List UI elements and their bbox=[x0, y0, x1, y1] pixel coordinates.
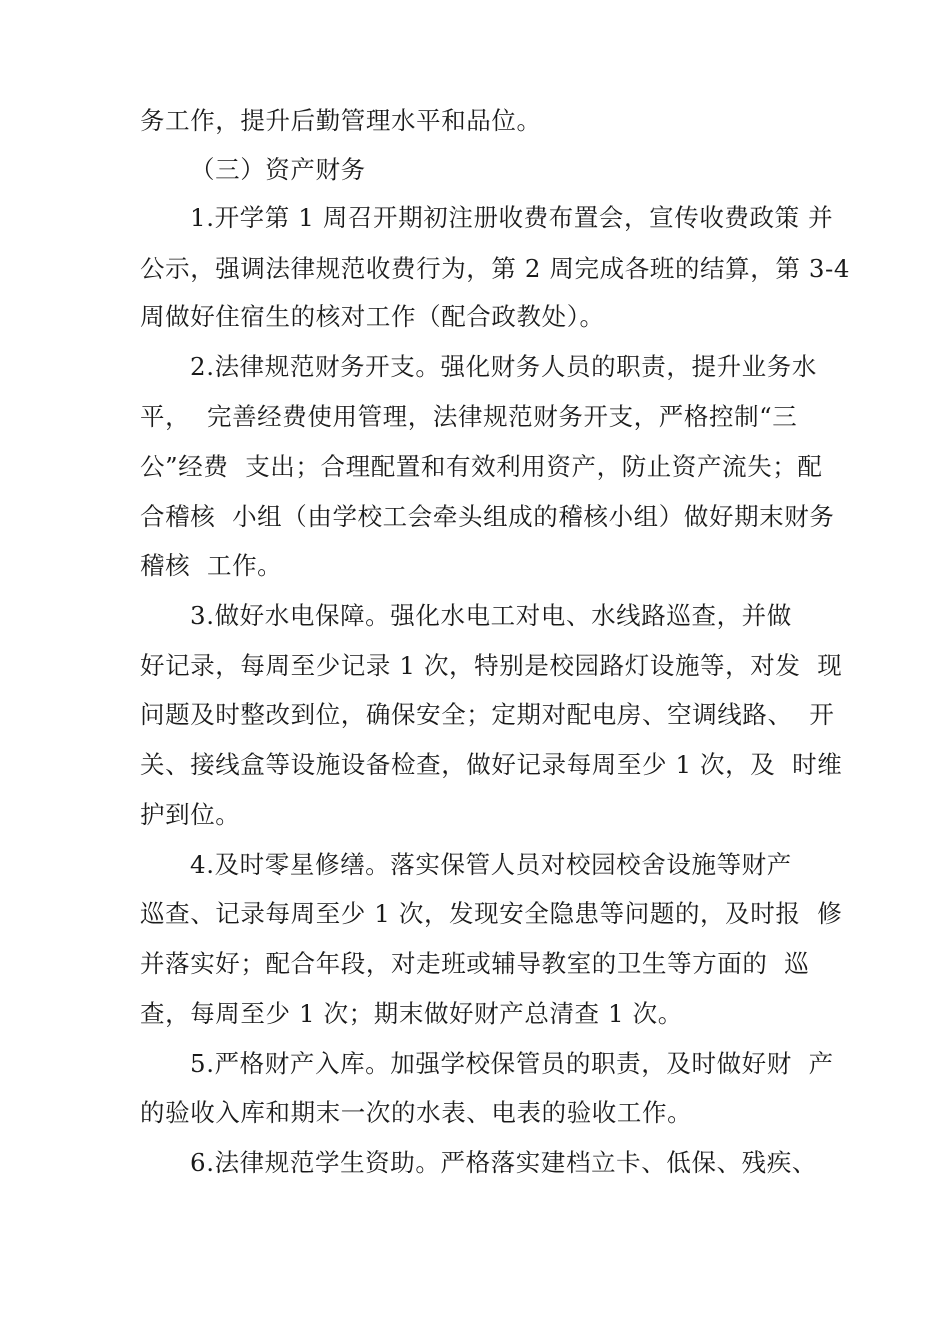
text-line: 巡查、记录每周至少 1 次，发现安全隐患等问题的，及时报 修 bbox=[140, 899, 843, 928]
text-line: 务工作，提升后勤管理水平和品位。 bbox=[140, 106, 542, 135]
text-line: 周做好住宿生的核对工作（配合政教处）。 bbox=[140, 302, 605, 331]
text-line: 3.做好水电保障。强化水电工对电、水线路巡查，并做 bbox=[190, 601, 792, 630]
text-line: 合稽核 小组（由学校工会牵头组成的稽核小组）做好期末财务 bbox=[140, 502, 835, 531]
text-line: 并落实好；配合年段，对走班或辅导教室的卫生等方面的 巡 bbox=[140, 949, 810, 978]
text-line: 的验收入库和期末一次的水表、电表的验收工作。 bbox=[140, 1098, 693, 1127]
text-line: 5.严格财产入库。加强学校保管员的职责，及时做好财 产 bbox=[190, 1049, 834, 1078]
text-line: 查，每周至少 1 次；期末做好财产总清查 1 次。 bbox=[140, 999, 683, 1028]
text-line: 稽核 工作。 bbox=[140, 551, 283, 580]
text-line: 好记录，每周至少记录 1 次，特别是校园路灯设施等，对发 现 bbox=[140, 651, 843, 680]
text-line: 关、接线盒等设施设备检查，做好记录每周至少 1 次，及 时维 bbox=[140, 750, 843, 779]
text-line: 公”经费 支出；合理配置和有效利用资产，防止资产流失；配 bbox=[140, 452, 823, 481]
text-line: 1.开学第 1 周召开期初注册收费布置会，宣传收费政策 并 bbox=[190, 203, 834, 232]
text-line: 2.法律规范财务开支。强化财务人员的职责，提升业务水 bbox=[190, 352, 817, 381]
text-line: 4.及时零星修缮。落实保管人员对校园校舍设施等财产 bbox=[190, 850, 792, 879]
text-line: 公示，强调法律规范收费行为，第 2 周完成各班的结算，第 3-4 bbox=[140, 254, 851, 283]
text-line: 问题及时整改到位，确保安全；定期对配电房、空调线路、 开 bbox=[140, 700, 835, 729]
text-line: 平， 完善经费使用管理，法律规范财务开支，严格控制“三 bbox=[140, 402, 798, 431]
text-line: 6.法律规范学生资助。严格落实建档立卡、低保、残疾、 bbox=[190, 1148, 817, 1177]
section-heading: （三）资产财务 bbox=[190, 155, 366, 184]
text-line: 护到位。 bbox=[140, 800, 241, 829]
